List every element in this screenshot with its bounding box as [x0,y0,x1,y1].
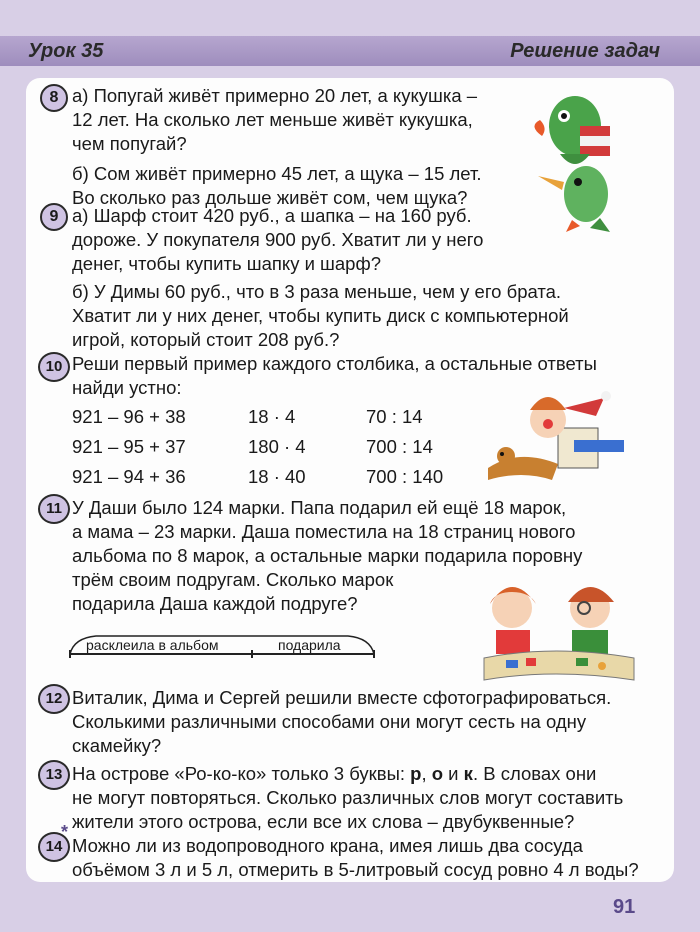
task-9-line: б) У Димы 60 руб., что в 3 раза меньше, чем у его брата. [72,281,562,302]
task-10-number: 10 [38,352,70,382]
task-9-line: а) Шарф стоит 420 руб., а шапка – на 160 руб. [72,205,472,226]
expression: 180 · 4 [248,436,306,457]
letter-k: к [463,763,473,784]
task-11-line: У Даши было 124 марки. Папа подарил ей ещё 18 марок, [72,497,567,518]
expression: 921 – 94 + 36 [72,466,186,487]
task-13 [72,762,623,834]
task-11-line: трём своим подругам. Сколько марок [72,569,394,590]
task-11-line: а мама – 23 марки. Даша поместила на 18 страниц нового [72,521,576,542]
task-11-line: альбома по 8 марок, а остальные марки подарила поровну [72,545,583,566]
topic-title: Решение задач [510,40,660,62]
expression: 70 : 14 [366,406,423,427]
task-10-line: Реши первый пример каждого столбика, а остальные ответы [72,353,597,374]
difficulty-star: * [61,822,69,842]
letter-r: р [410,763,422,784]
task-8-line: б) Сом живёт примерно 45 лет, а щука – 15 лет. [72,163,482,184]
task-13-line: На острове «Ро-ко-ко» только 3 буквы: р, о и к. В словах они [72,763,597,784]
task-14-line: объёмом 3 л и 5 л, отмерить в 5-литровый сосуд ровно 4 л воды? [72,859,639,880]
expression: 921 – 96 + 38 [72,406,186,427]
task-8-line: а) Попугай живёт примерно 20 лет, а кукушка – [72,85,478,106]
expression: 18 · 40 [248,466,306,487]
children-album-illustration [472,574,642,686]
lesson-title: Урок 35 [28,40,104,62]
task-11-number: 11 [38,494,70,524]
task-9-line: дороже. У покупателя 900 руб. Хватит ли у него [72,229,484,250]
expression: 18 · 4 [248,406,296,427]
task-8-line: Во сколько раз дольше живёт сом, чем щука? [72,187,468,208]
task-9-line: игрой, который стоит 208 руб.? [72,329,340,350]
task-8 [72,84,482,210]
task-11-line: подарила Даша каждой подруге? [72,593,358,614]
task-9-number: 9 [40,203,68,231]
task-12-line: скамейку? [72,735,162,756]
letter-o: о [431,763,444,784]
task-13-line: жители этого острова, если все их слова – двубуквенные? [72,811,575,832]
task-13-text: На острове «Ро-ко-ко» только 3 буквы: [72,763,411,784]
task-10-line: найди устно: [72,377,182,398]
expression: 700 : 14 [366,436,433,457]
diagram-label-album: расклеила в альбом [86,637,219,653]
task-13-line: не могут повторяться. Сколько различных слов могут составить [72,787,624,808]
task-12-line: Виталик, Дима и Сергей решили вместе сфотографироваться. [72,687,612,708]
task-12-line: Сколькими различными способами они могут сесть на одну [72,711,587,732]
task-9-line: денег, чтобы купить шапку и шарф? [72,253,381,274]
task-8-line: 12 лет. На сколько лет меньше живёт кукушка, [72,109,473,130]
task-13-number: 13 [38,760,70,790]
task-8-line: чем попугай? [72,133,187,154]
task-14-number: 14 [38,832,70,862]
task-12 [72,686,611,758]
task-9 [72,204,569,352]
task-12-number: 12 [38,684,70,714]
task-14-line: Можно ли из водопроводного крана, имея лишь два сосуда [72,835,583,856]
task-13-text: . В словах они [472,763,597,784]
page-number: 91 [613,896,636,918]
task-14 [72,834,639,882]
diagram-label-gifted: подарила [278,637,341,653]
expression: 921 – 95 + 37 [72,436,186,457]
task-8-number: 8 [40,84,68,112]
task-9-line: Хватит ли у них денег, чтобы купить диск с компьютерной [72,305,569,326]
clown-illustration [478,388,638,488]
expression: 700 : 140 [366,466,444,487]
